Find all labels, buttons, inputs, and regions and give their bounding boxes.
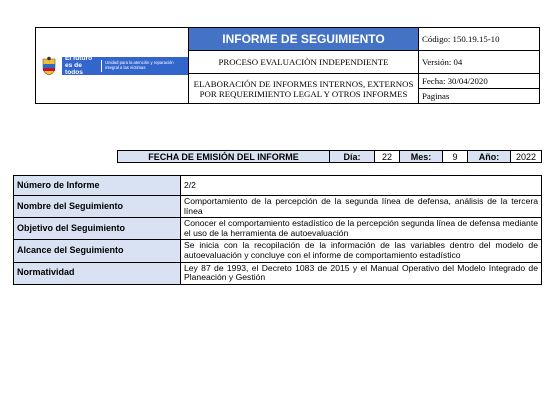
- info-value: Comportamiento de la percepción de la segunda línea de defensa, análisis de la tercera línea: [181, 196, 542, 218]
- logo-cell: [36, 28, 189, 104]
- report-info-table: [13, 175, 542, 285]
- coat-of-arms-icon: [39, 56, 59, 76]
- document-name: ELABORACIÓN DE INFORMES INTERNOS, EXTERNOS POR REQUERIMIENTO LEGAL Y OTROS INFORMES: [189, 74, 419, 104]
- logo-unit-text: Unidad para la atención y reparación integral a las víctimas: [105, 59, 174, 70]
- emission-date-table: [117, 150, 542, 163]
- institution-logo: [36, 28, 188, 103]
- day-label: Día:: [330, 151, 375, 163]
- document-header-table: [35, 27, 540, 104]
- year-label: Año:: [468, 151, 511, 163]
- info-label: Número de Informe: [14, 176, 181, 196]
- report-title: INFORME DE SEGUIMIENTO: [189, 28, 419, 51]
- document-pages: Paginas: [419, 89, 540, 104]
- month-label: Mes:: [400, 151, 443, 163]
- document-code: Código: 150.19.15-10: [419, 28, 540, 51]
- info-value: Conocer el comportamiento estadístico de la percepción segunda línea de defensa mediante el uso de la herramienta de autoevaluación: [181, 218, 542, 240]
- logo-divider: [101, 60, 102, 72]
- info-value: 2/2: [181, 176, 542, 196]
- table-row: [14, 240, 542, 262]
- table-row: [14, 176, 542, 196]
- logo-brand-text: El futuro es de todos: [65, 55, 93, 76]
- info-label: Nombre del Seguimiento: [14, 196, 181, 218]
- info-label: Alcance del Seguimiento: [14, 240, 181, 262]
- info-label: Normatividad: [14, 262, 181, 284]
- info-label: Objetivo del Seguimiento: [14, 218, 181, 240]
- info-value: Ley 87 de 1993, el Decreto 1083 de 2015 y el Manual Operativo del Modelo Integrado de Planeación y Gestión: [181, 262, 542, 284]
- document-date: Fecha: 30/04/2020: [419, 74, 540, 89]
- logo-banner: [62, 57, 188, 75]
- emission-label: FECHA DE EMISIÓN DEL INFORME: [118, 151, 330, 163]
- info-value: Se inicia con la recopilación de la información de las variables dentro del modelo de autoevaluación y concluye con el informe de comportamiento estadístico: [181, 240, 542, 262]
- table-row: [14, 196, 542, 218]
- process-name: PROCESO EVALUACIÒN INDEPENDIENTE: [189, 51, 419, 74]
- table-row: [14, 262, 542, 284]
- month-value: 9: [443, 151, 468, 163]
- day-value: 22: [375, 151, 400, 163]
- year-value: 2022: [511, 151, 542, 163]
- table-row: [14, 218, 542, 240]
- document-version: Versión: 04: [419, 51, 540, 74]
